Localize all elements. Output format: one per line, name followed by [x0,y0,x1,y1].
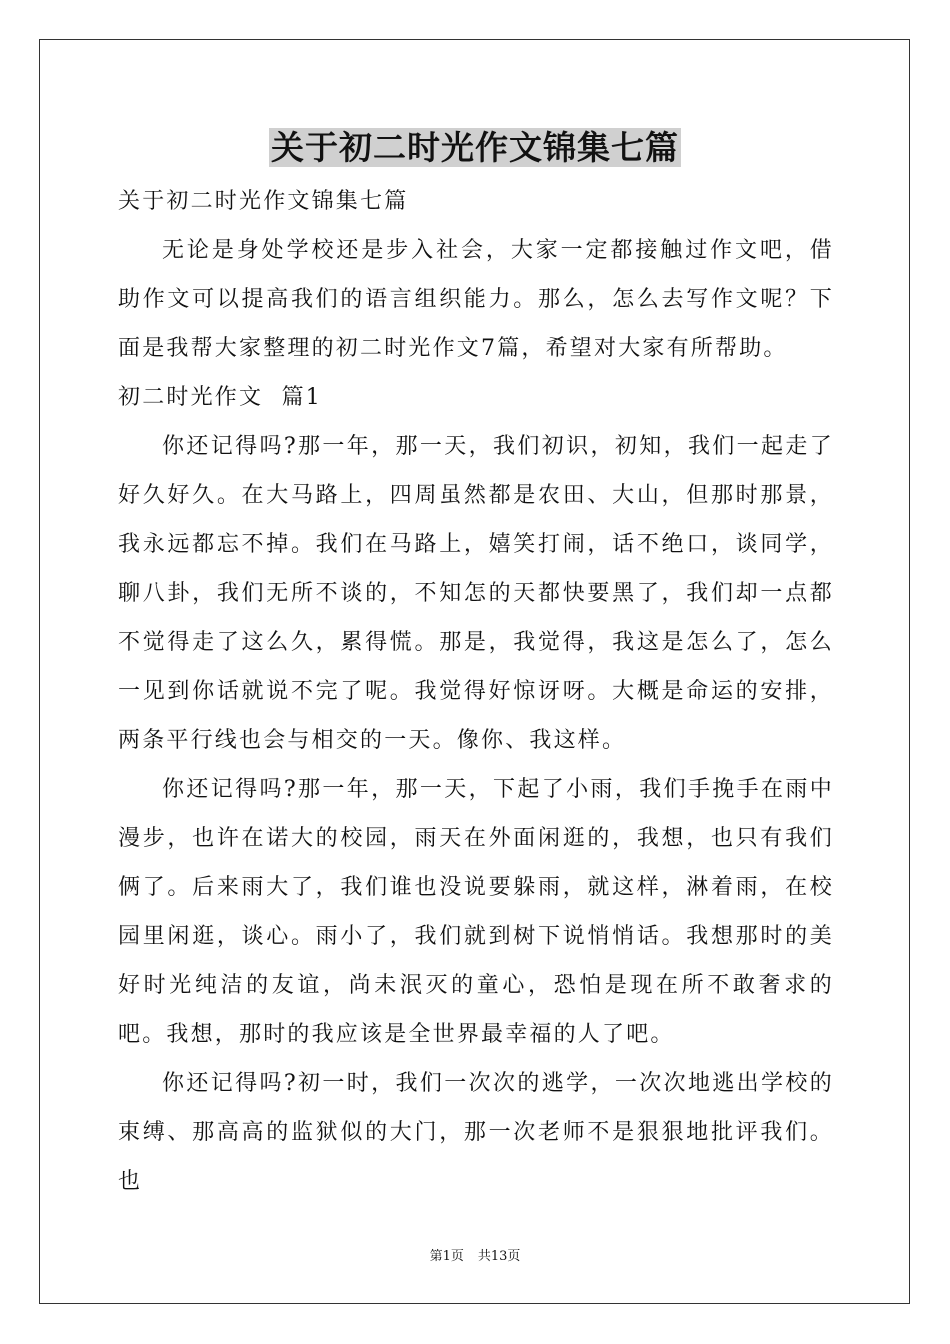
body-paragraph-3: 你还记得吗?初一时，我们一次次的逃学，一次次地逃出学校的束缚、那高高的监狱似的大门，那一次老师不是狠狠地批评我们。也 [118,1071,834,1194]
intro-paragraph: 无论是身处学校还是步入社会，大家一定都接触过作文吧，借助作文可以提高我们的语言组织能力。那么，怎么去写作文呢？下面是我帮大家整理的初二时光作文7篇，希望对大家有所帮助。 [118,238,834,361]
body-paragraph-2: 你还记得吗?那一年，那一天，下起了小雨，我们手挽手在雨中漫步，也许在诺大的校园，雨天在外面闲逛的，我想，也只有我们俩了。后来雨大了，我们谁也没说要躲雨，就这样，淋着雨，在校园里闲逛，谈心。雨小了，我们就到树下说悄悄话。我想那时的美好时光纯洁的友谊，尚未泯灭的童心，恐怕是现在所不敢奢求的吧。我想，那时的我应该是全世界最幸福的人了吧。 [118,777,834,1047]
page-total: 共13页 [477,1249,521,1264]
document-body [118,177,834,1206]
body-paragraph-1: 你还记得吗?那一年，那一天，我们初识，初知，我们一起走了好久好久。在大马路上，四周虽然都是农田、大山，但那时那景，我永远都忘不掉。我们在马路上，嬉笑打闹，话不绝口，谈同学，聊八卦，我们无所不谈的，不知怎的天都快要黑了，我们却一点都不觉得走了这么久，累得慌。那是，我觉得，我这是怎么了，怎么一见到你话就说不完了呢。我觉得好惊讶呀。大概是命运的安排，两条平行线也会与相交的一天。像你、我这样。 [118,434,834,753]
page-number: 第1页 [429,1249,464,1264]
page-footer [0,1248,950,1266]
document-title-text: 关于初二时光作文锦集七篇 [271,128,679,167]
document-subtitle: 关于初二时光作文锦集七篇 [118,189,409,214]
section-heading: 初二时光作文 篇1 [118,385,322,410]
document-title [0,124,950,172]
